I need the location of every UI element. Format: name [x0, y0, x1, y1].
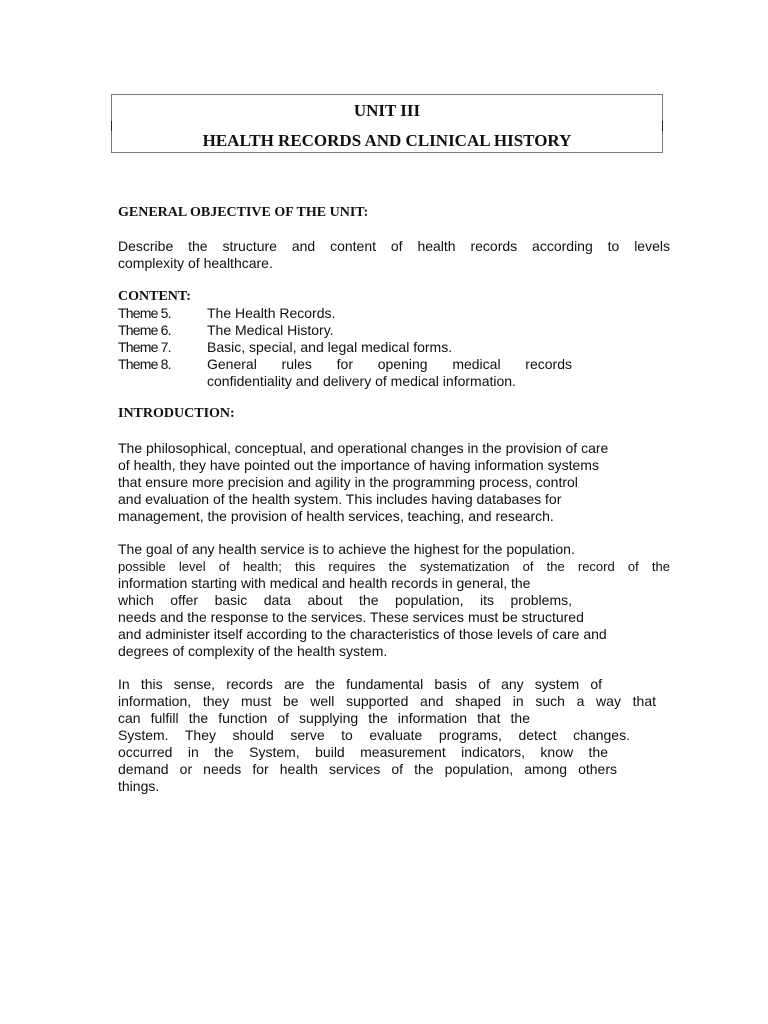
intro-p2-line: degrees of complexity of the health system. [118, 643, 388, 659]
intro-p2-line: possible level of health; this requires the systematization of the record of the [118, 559, 670, 574]
intro-p3-line: things. [118, 778, 160, 794]
intro-p1-line: of health, they have pointed out the importance of having information systems [118, 457, 599, 473]
intro-p2-line: needs and the response to the services. These services must be structured [118, 609, 584, 625]
intro-p1-line: management, the provision of health services, teaching, and research. [118, 508, 554, 524]
objective-line-1: Describe the structure and content of health records according to levels [118, 238, 670, 254]
intro-p3-line: information, they must be well supported and shaped in such a way that [118, 693, 656, 709]
content-heading: CONTENT: [118, 289, 191, 304]
objective-line-2: complexity of healthcare. [118, 255, 273, 271]
intro-p3-line: occurred in the System, build measurement indicators, know the [118, 744, 608, 760]
intro-p1-line: that ensure more precision and agility in the programming process, control [118, 474, 578, 490]
theme-number: Theme 5. [118, 305, 171, 321]
box-tick-right [662, 121, 663, 131]
intro-p3-line: can fulfill the function of supplying the information that the [118, 710, 530, 726]
intro-p3-line: System. They should serve to evaluate programs, detect changes. [118, 727, 630, 743]
intro-p1-line: and evaluation of the health system. This includes having databases for [118, 491, 562, 507]
theme-number: Theme 7. [118, 339, 171, 355]
theme-title: General rules for opening medical records [207, 356, 572, 372]
theme-number: Theme 8. [118, 356, 171, 372]
intro-p2-line: information starting with medical and health records in general, the [118, 575, 531, 591]
theme-8-continued: confidentiality and delivery of medical information. [207, 373, 516, 389]
theme-title: The Medical History. [207, 322, 334, 338]
unit-label: UNIT III [353, 101, 421, 120]
intro-p2-line: and administer itself according to the characteristics of those levels of care and [118, 626, 607, 642]
box-tick-left [111, 121, 112, 131]
intro-p2-line: The goal of any health service is to achieve the highest for the population. [118, 541, 575, 557]
unit-title-box [111, 94, 663, 153]
intro-p3-line: In this sense, records are the fundamental basis of any system of [118, 676, 602, 692]
intro-p2-line: which offer basic data about the population, its problems, [118, 592, 572, 608]
theme-title: The Health Records. [207, 305, 336, 321]
theme-title: Basic, special, and legal medical forms. [207, 339, 453, 355]
theme-number: Theme 6. [118, 322, 171, 338]
general-objective-heading: GENERAL OBJECTIVE OF THE UNIT: [118, 205, 369, 220]
intro-p1-line: The philosophical, conceptual, and operational changes in the provision of care [118, 440, 609, 456]
unit-title: HEALTH RECORDS AND CLINICAL HISTORY [202, 131, 572, 150]
intro-p3-line: demand or needs for health services of the population, among others [118, 761, 617, 777]
introduction-heading: INTRODUCTION: [118, 406, 235, 421]
